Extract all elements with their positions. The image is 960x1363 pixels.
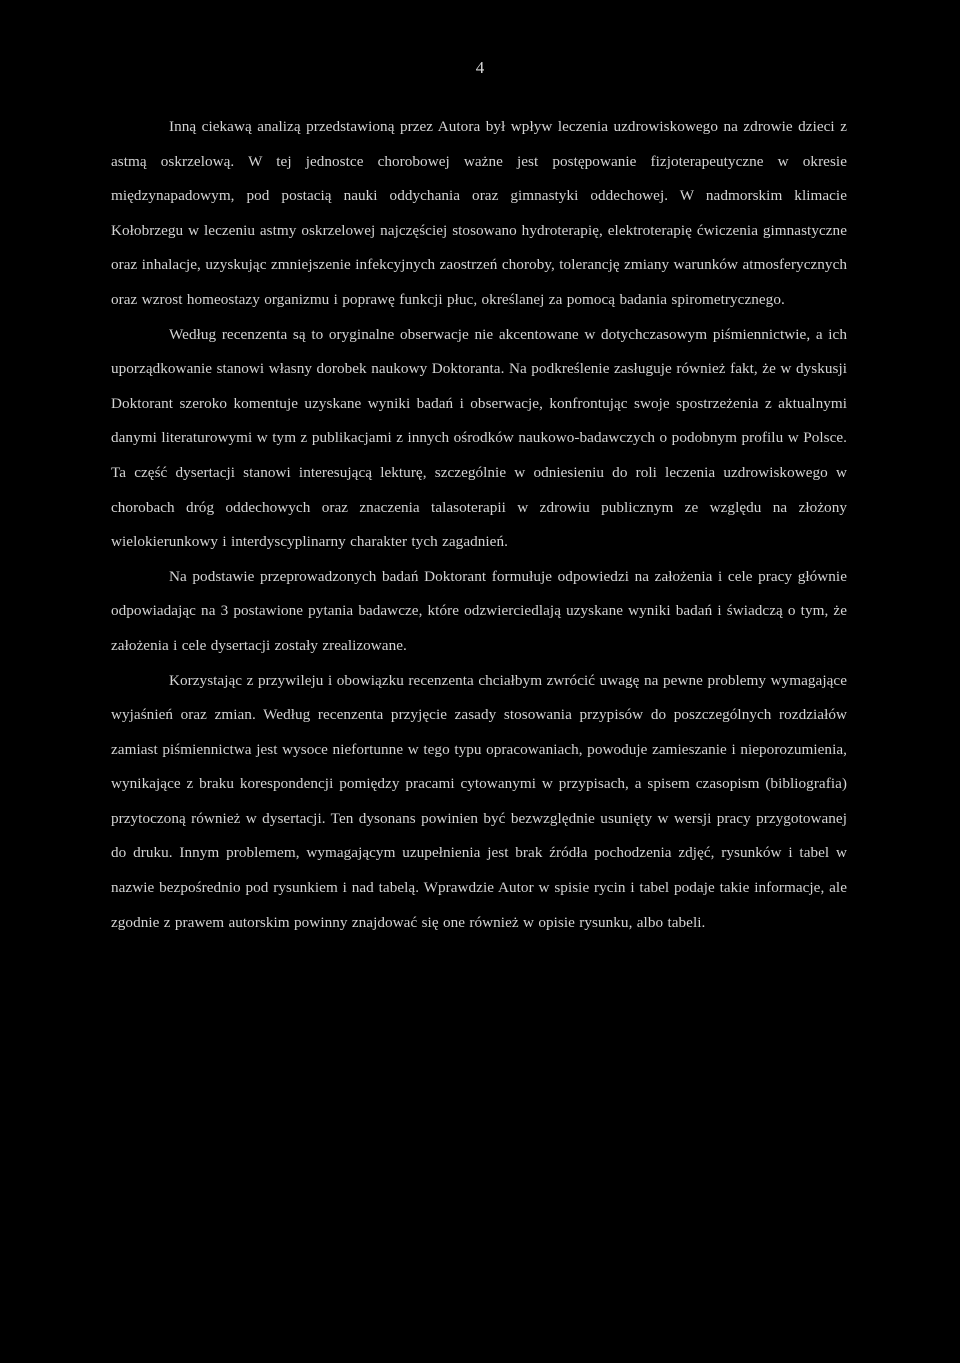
paragraph: Inną ciekawą analizą przedstawioną przez Autora był wpływ leczenia uzdrowiskowego na zdrowie dzieci z astmą oskrzelową. W tej jednostce chorobowej ważne jest postępowanie fizjoterapeutyczne w okresie międzynapadowym, pod postacią nauki oddychania oraz gimnastyki oddechowej. W nadmorskim klimacie Kołobrzegu w leczeniu astmy oskrzelowej najczęściej stosowano hydroterapię, elektroterapię ćwiczenia gimnastyczne oraz inhalacje, uzyskując zmniejszenie infekcyjnych zaostrzeń choroby, tolerancję zmiany warunków atmosferycznych oraz wzrost homeostazy organizmu i poprawę funkcji płuc, określanej za pomocą badania spirometrycznego. [111,118,847,308]
page-body [111,110,847,940]
page-number: 4 [475,58,485,77]
paragraph: Korzystając z przywileju i obowiązku recenzenta chciałbym zwrócić uwagę na pewne problemy wymagające wyjaśnień oraz zmian. Według recenzenta przyjęcie zasady stosowania przypisów do poszczególnych rozdziałów zamiast piśmiennictwa jest wysoce niefortunne w tego typu opracowaniach, powoduje zamieszanie i nieporozumienia, wynikające z braku korespondencji pomiędzy pracami cytowanymi w przypisach, a spisem czasopism (bibliografia) przytoczoną również w dysertacji. Ten dysonans powinien być bezwzględnie usunięty w wersji pracy przygotowanej do druku. Innym problemem, wymagającym uzupełnienia jest brak źródła pochodzenia zdjęć, rysunków i tabel w nazwie bezpośrednio pod rysunkiem i nad tabelą. Wprawdzie Autor w spisie rycin i tabel podaje takie informacje, ale zgodnie z prawem autorskim powinny znajdować się one również w opisie rysunku, albo tabeli. [111,671,847,931]
paragraph: Według recenzenta są to oryginalne obserwacje nie akcentowane w dotychczasowym piśmiennictwie, a ich uporządkowanie stanowi własny dorobek naukowy Doktoranta. Na podkreślenie zasługuje również fakt, że w dyskusji Doktorant szeroko komentuje uzyskane wyniki badań i obserwacje, konfrontując swoje spostrzeżenia z aktualnymi danymi literaturowymi w tym z publikacjami z innych ośrodków naukowo-badawczych o podobnym profilu w Polsce. Ta część dysertacji stanowi interesującą lekturę, szczególnie w odniesieniu do roli leczenia uzdrowiskowego w chorobach dróg oddechowych oraz znaczenia talasoterapii w zdrowiu publicznym ze względu na złożony wielokierunkowy i interdyscyplinarny charakter tych zagadnień. [111,325,847,551]
paragraph: Na podstawie przeprowadzonych badań Doktorant formułuje odpowiedzi na założenia i cele pracy głównie odpowiadając na 3 postawione pytania badawcze, które odzwierciedlają uzyskane wyniki badań i świadczą o tym, że założenia i cele dysertacji zostały zrealizowane. [111,567,847,654]
